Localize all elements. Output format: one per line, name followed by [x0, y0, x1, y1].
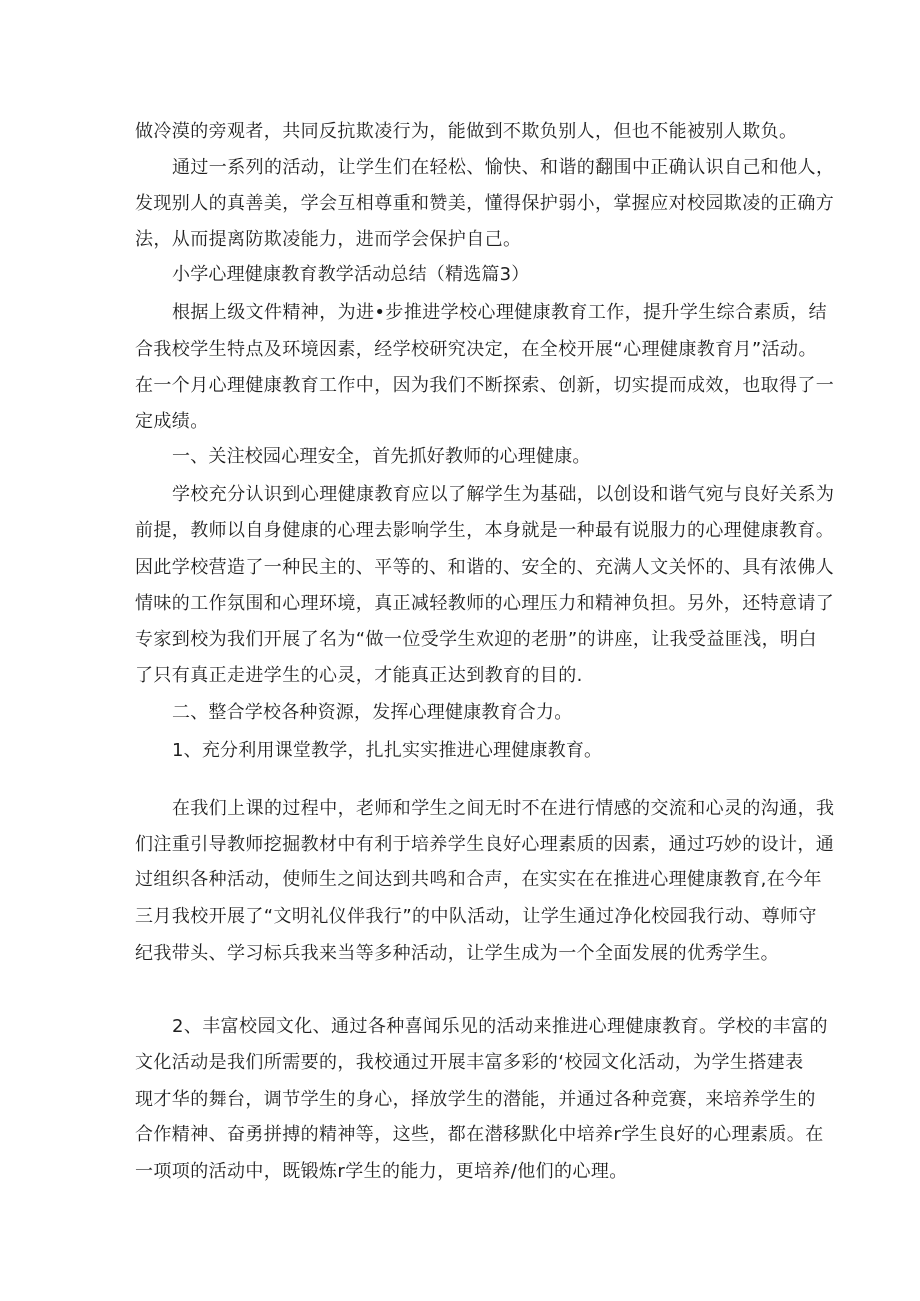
paragraph-line: 现才华的舞台，调节学生的身心，择放学生的潜能，并通过各种竞赛，来培养学生的 [135, 1089, 816, 1110]
paragraph-line: 专家到校为我们开展了名为“做一位受学生欢迎的老册”的讲座，让我受益匪浅，明白 [135, 629, 817, 650]
paragraph-line: 法，从而提离防欺凌能力，进而学会保护自己。 [135, 229, 522, 250]
subsection-heading: 1、充分利用课堂教学，扎扎实实推进心理健康教育。 [172, 740, 603, 761]
paragraph-line: 文化活动是我们所需要的，我校通过开展丰富多彩的‘校园文化活动，为学生搭建表 [135, 1052, 804, 1073]
section-title: 小学心理健康教育教学活动总结（精选篇3） [172, 264, 530, 285]
section-heading: 二、整合学校各种资源，发挥心理健康教育合力。 [172, 702, 573, 723]
paragraph-line: 学校充分认识到心理健康教育应以了解学生为基础，以创设和谐气宛与良好关系为 [172, 484, 835, 505]
paragraph-line: 发现别人的真善美，学会互相尊重和赞美，懂得保护弱小，掌握应对校园欺凌的正确方 [135, 193, 835, 214]
paragraph-line: 纪我带头、学习标兵我来当等多种活动，让学生成为一个全面发展的优秀学生。 [135, 943, 779, 964]
paragraph-line: 三月我校开展了“文明礼仪伴我行”的中队活动，让学生通过净化校园我行动、尊师守 [135, 906, 817, 927]
paragraph-line: 在一个月心理健康教育工作中，因为我们不断探索、创新，切实提而成效，也取得了一 [135, 375, 835, 396]
paragraph-line: 因此学校营造了一种民主的、平等的、和谐的、安全的、充满人文关怀的、具有浓佛人 [135, 557, 835, 578]
paragraph-line: 过组织各种活动，使师生之间达到共鸣和合声，在实实在在推进心理健康教育,在今年 [135, 869, 822, 890]
paragraph-line: 2、丰富校园文化、通过各种喜闻乐见的活动来推进心理健康教育。学校的丰富的 [172, 1016, 828, 1037]
paragraph-line: 根据上级文件精神，为进•步推进学校心理健康教育工作，提升学生综合素质，结 [172, 302, 828, 323]
paragraph-line: 通过一系列的活动，让学生们在轻松、愉快、和谐的翻围中正确认识自己和他人， [172, 157, 835, 178]
paragraph-line: 前提，教师以自身健康的心理去影响学生，本身就是一种最有说服力的心理健康教育。 [135, 520, 835, 541]
paragraph-line: 做冷漠的旁观者，共同反抗欺凌行为，能做到不欺负别人，但也不能被别人欺负。 [135, 121, 798, 142]
paragraph-line: 定成绩。 [135, 411, 209, 432]
paragraph-line: 在我们上课的过程中，老师和学生之间无时不在进行情感的交流和心灵的沟通，我 [172, 798, 835, 819]
paragraph-line: 合作精神、奋勇拼搏的精神等，这些，都在潜移默化中培养r学生良好的心理素质。在 [135, 1124, 824, 1145]
section-heading: 一、关注校园心理安全，首先抓好教师的心理健康。 [172, 446, 591, 467]
paragraph-line: 合我校学生特点及环境因素，经学校研究决定，在全校开展“心理健康教育月”活动。 [135, 339, 817, 360]
paragraph-line: 了只有真正走进学生的心灵，才能真正达到教育的目的. [135, 665, 583, 686]
paragraph-line: 们注重引导教师挖掘教材中有利于培养学生良好心理素质的因素，通过巧妙的设计，通 [135, 834, 835, 855]
paragraph-line: 一项项的活动中，既锻炼r学生的能力，更培养/他们的心理。 [135, 1161, 628, 1182]
paragraph-line: 情味的工作氛围和心理环境，真正减轻教师的心理压力和精神负担。另外，还特意请了 [135, 593, 835, 614]
